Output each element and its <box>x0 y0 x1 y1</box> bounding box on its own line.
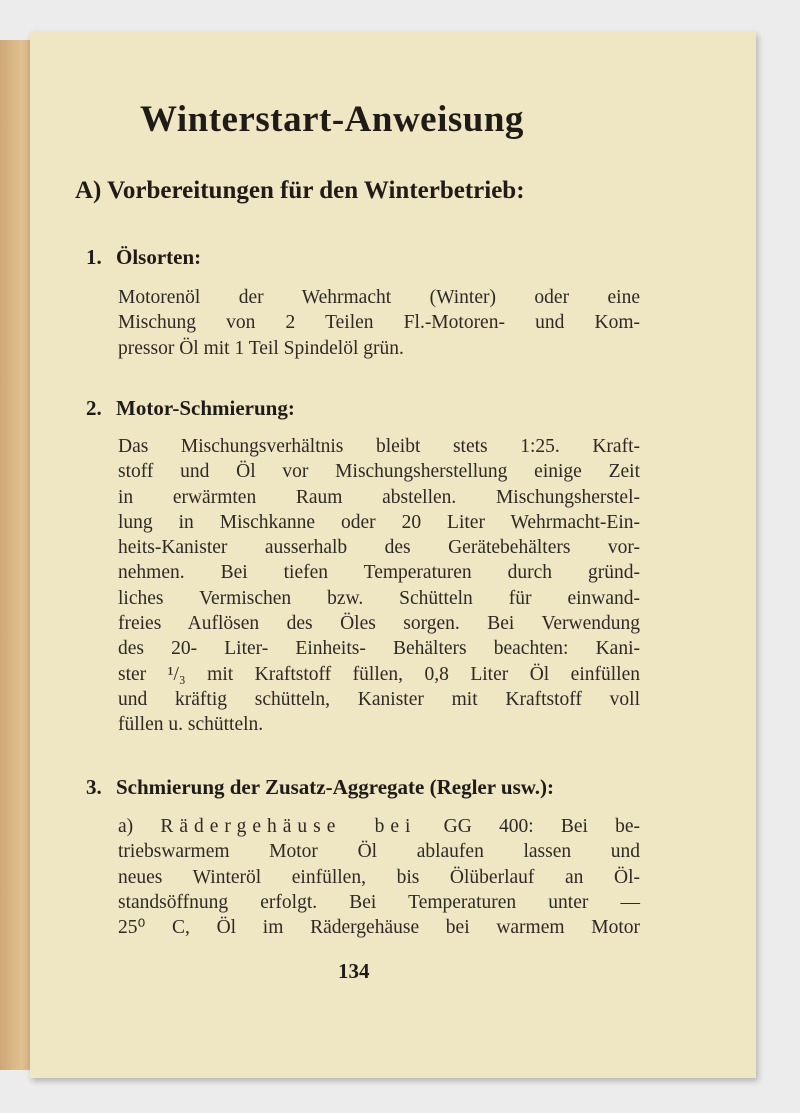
item-a-prefix: a) <box>118 816 134 837</box>
page-number: 134 <box>338 959 370 983</box>
booklet-page <box>30 32 756 1078</box>
heading-number: 1. <box>86 245 102 269</box>
heading-zusatz-aggregate <box>86 775 554 800</box>
text-line: liches Vermischen bzw. Schütteln für einwand- <box>118 587 640 609</box>
heading-oelsorten <box>86 245 201 270</box>
text-line: pressor Öl mit 1 Teil Spindelöl grün. <box>118 337 404 359</box>
item-a-rest: GG 400: Bei be- <box>443 816 641 837</box>
paragraph-zusatz-aggregate <box>118 814 640 940</box>
paragraph-motor-schmierung <box>118 434 640 738</box>
text-line: ster ¹/₃ mit Kraftstoff füllen, 0,8 Liter Öl einfüllen <box>118 663 640 685</box>
text-line: standsöffnung erfolgt. Bei Temperaturen unter — <box>118 891 640 913</box>
paragraph-oelsorten <box>118 285 640 361</box>
heading-text: Motor-Schmierung: <box>116 396 295 420</box>
page-title: Winterstart-Anweisung <box>140 99 524 140</box>
heading-motor-schmierung <box>86 396 295 421</box>
text-line: in erwärmten Raum abstellen. Mischungsherstel- <box>118 486 640 508</box>
text-line: füllen u. schütteln. <box>118 714 264 736</box>
text-line: Motorenöl der Wehrmacht (Winter) oder eine <box>118 287 640 308</box>
text-line: lung in Mischkanne oder 20 Liter Wehrmacht-Ein- <box>118 511 640 533</box>
text-line: neues Winteröl einfüllen, bis Ölüberlauf an Öl- <box>118 866 640 888</box>
text-line: nehmen. Bei tiefen Temperaturen durch gründ- <box>118 562 640 584</box>
text-line: heits-Kanister ausserhalb des Gerätebehälters vor- <box>118 537 640 559</box>
text-line: stoff und Öl vor Mischungsherstellung einige Zeit <box>118 461 640 483</box>
text-line: 25⁰ C, Öl im Rädergehäuse bei warmem Motor <box>118 917 640 939</box>
heading-text: Ölsorten: <box>116 245 202 269</box>
text-line-item-a <box>118 814 640 839</box>
text-line: triebswarmem Motor Öl ablaufen lassen und <box>118 841 640 863</box>
text-line: Das Mischungsverhältnis bleibt stets 1:25. Kraft- <box>118 436 640 457</box>
text-line: und kräftig schütteln, Kanister mit Kraftstoff voll <box>118 688 640 710</box>
text-line: des 20- Liter- Einheits- Behälters beachten: Kani- <box>118 638 640 660</box>
item-a-spaced-text: Rädergehäuse bei <box>160 816 417 837</box>
heading-number: 2. <box>86 396 102 420</box>
heading-number: 3. <box>86 775 102 799</box>
section-heading-a: A) Vorbereitungen für den Winterbetrieb: <box>75 177 525 204</box>
heading-text: Schmierung der Zusatz-Aggregate (Regler usw.): <box>116 775 555 799</box>
text-line: Mischung von 2 Teilen Fl.-Motoren- und Kom- <box>118 312 640 334</box>
text-line: freies Auflösen des Öles sorgen. Bei Verwendung <box>118 613 640 635</box>
